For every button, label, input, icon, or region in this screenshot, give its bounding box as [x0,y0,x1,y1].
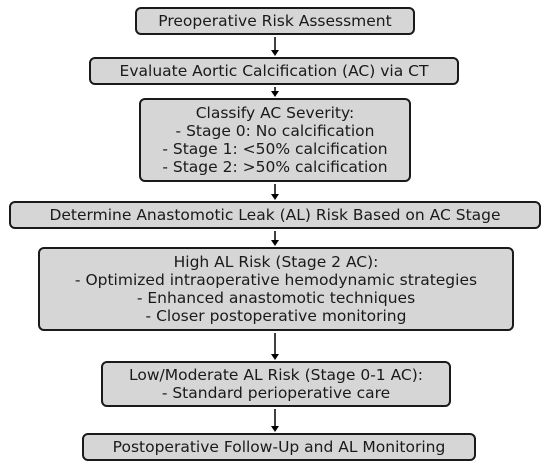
box-line: Classify AC Severity: [195,104,355,122]
box-line: - Standard perioperative care [161,384,391,402]
box-line: - Stage 0: No calcification [175,122,375,140]
box-line: Low/Moderate AL Risk (Stage 0-1 AC): [128,366,424,384]
box-line: - Stage 1: <50% calcification [162,140,388,158]
box-line: Postoperative Follow-Up and AL Monitoring [112,438,446,456]
flow-arrow [271,184,279,200]
box-line: High AL Risk (Stage 2 AC): [173,253,379,271]
classify-ac-severity-box [139,98,411,182]
low-moderate-al-risk-box [101,361,451,407]
postoperative-follow-up-box [82,433,476,461]
flow-arrow [271,231,279,246]
flow-arrow-head [271,91,279,97]
flow-arrow [271,37,279,56]
flow-arrow-head [271,50,279,56]
box-line: - Closer postoperative monitoring [145,307,407,325]
flow-arrow-head [271,426,279,432]
flow-arrow [271,87,279,97]
flow-arrow-head [271,240,279,246]
box-line: Evaluate Aortic Calcification (AC) via CT [119,62,429,80]
determine-al-risk-box [9,201,541,229]
box-line: - Stage 2: >50% calcification [162,158,388,176]
flow-arrow [271,409,279,432]
box-line: - Enhanced anastomotic techniques [136,289,416,307]
high-al-risk-box [38,247,514,331]
preoperative-risk-assessment-box [135,7,415,35]
flow-arrow [271,333,279,360]
box-line: Determine Anastomotic Leak (AL) Risk Based on AC Stage [49,206,501,224]
evaluate-aortic-calcification-box [89,57,459,85]
flow-arrow-head [271,354,279,360]
box-line: - Optimized intraoperative hemodynamic strategies [74,271,478,289]
flow-arrow-head [271,194,279,200]
box-line: Preoperative Risk Assessment [158,12,392,30]
